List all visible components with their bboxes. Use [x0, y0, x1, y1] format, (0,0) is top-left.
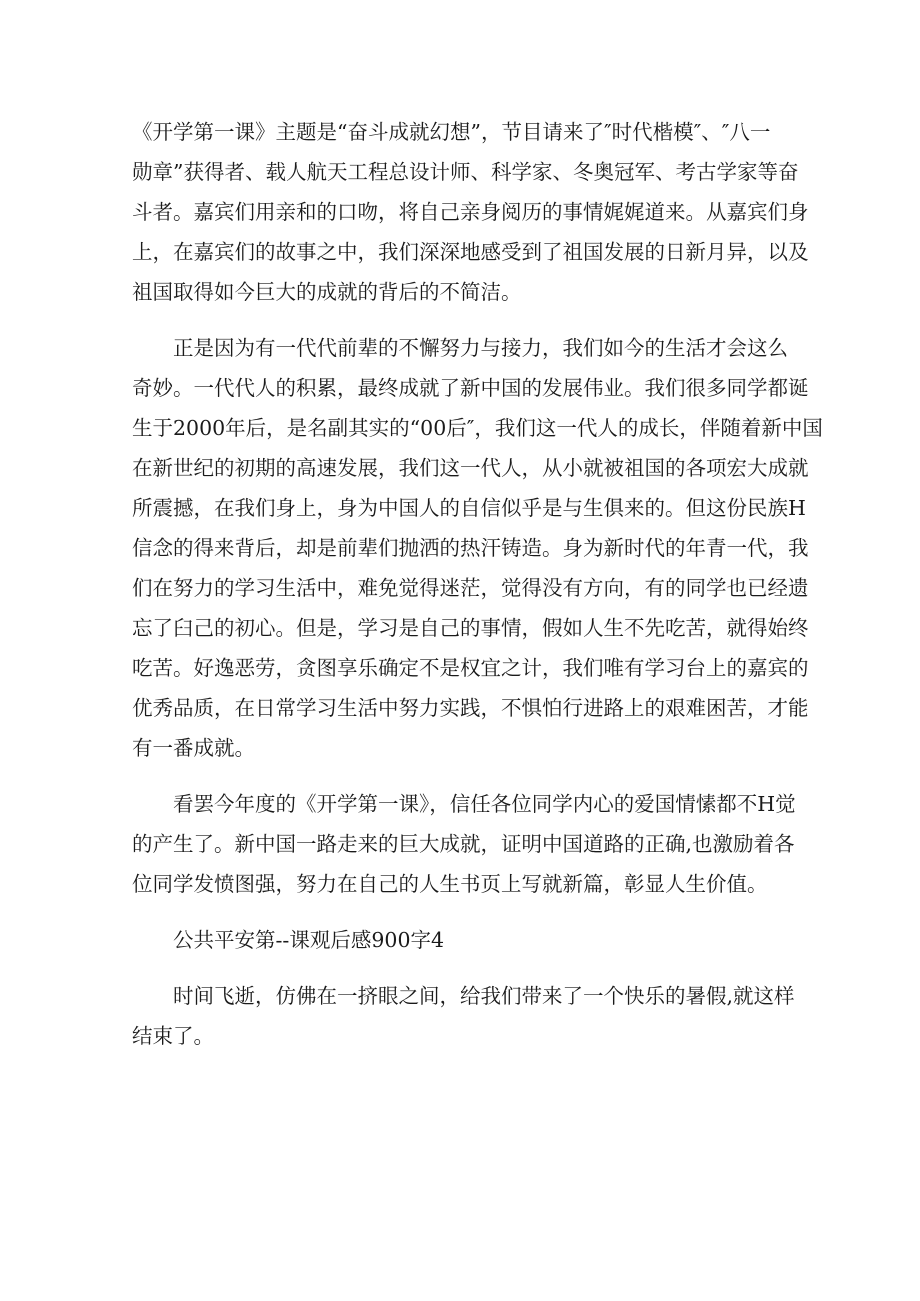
paragraph-gap [132, 960, 792, 976]
text-line: 勋章”获得者、载人航天工程总设计师、科学家、冬奥冠军、考古学家等奋 [132, 160, 799, 184]
document-body [132, 112, 823, 1056]
paragraph [132, 976, 795, 1056]
text-line: 们在努力的学习生活中，难免觉得迷茫，觉得没有方向，有的同学也已经遗 [132, 576, 809, 600]
paragraph-gap [132, 312, 792, 328]
text-line: 所震撼，在我们身上，身为中国人的自信似乎是与生俱来的。但这份民族H [132, 496, 806, 520]
text-line: 正是因为有一代代前辈的不懈努力与接力，我们如今的生活才会这么 [173, 336, 788, 360]
text-line: 生于2000年后，是名副其实的“00后″，我们这一代人的成长，伴随着新中国 [132, 416, 823, 440]
text-line: 的产生了。新中国一路走来的巨大成就，证明中国道路的正确,也激励着各 [132, 832, 795, 856]
text-line: 位同学发愤图强，努力在自己的人生书页上写就新篇，彰显人生价值。 [132, 872, 768, 896]
text-line: 优秀品质，在日常学习生活中努力实践，不惧怕行进路上的艰难困苦，才能 [132, 696, 809, 720]
text-line: 忘了臼己的初心。但是，学习是自己的事情，假如人生不先吃苦，就得始终 [132, 616, 809, 640]
text-line: 有一番成就。 [132, 736, 255, 760]
text-line: 看罢今年度的《开学第一课》，信任各位同学内心的爱国情愫都不H觉 [173, 792, 796, 816]
text-line: 在新世纪的初期的高速发展，我们这一代人，从小就被祖国的各项宏大成就 [132, 456, 809, 480]
text-line: 《开学第一课》主题是“奋斗成就幻想”，节目请来了″时代楷模″、″八一 [132, 120, 771, 144]
text-line: 结束了。 [132, 1024, 214, 1048]
paragraph [132, 784, 796, 904]
paragraph [132, 328, 823, 768]
text-line: 祖国取得如今巨大的成就的背后的不简洁。 [132, 280, 522, 304]
text-line: 斗者。嘉宾们用亲和的口吻，将自己亲身阅历的事情娓娓道来。从嘉宾们身 [132, 200, 809, 224]
paragraph [132, 920, 792, 960]
paragraph-gap [132, 904, 792, 920]
paragraph-gap [132, 768, 792, 784]
text-line: 时间飞逝，仿佛在一挤眼之间，给我们带来了一个快乐的暑假,就这样 [173, 984, 795, 1008]
text-line: 上，在嘉宾们的故事之中，我们深深地感受到了祖国发展的日新月异，以及 [132, 240, 809, 264]
paragraph [132, 112, 809, 312]
text-line: 吃苦。好逸恶劳，贪图享乐确定不是权宜之计，我们唯有学习台上的嘉宾的 [132, 656, 809, 680]
text-line: 信念的得来背后，却是前辈们抛洒的热汗铸造。身为新时代的年青一代，我 [132, 536, 809, 560]
text-line: 奇妙。一代代人的积累，最终成就了新中国的发展伟业。我们很多同学都诞 [132, 376, 809, 400]
text-line: 公共平安第--课观后感900字4 [173, 928, 445, 952]
